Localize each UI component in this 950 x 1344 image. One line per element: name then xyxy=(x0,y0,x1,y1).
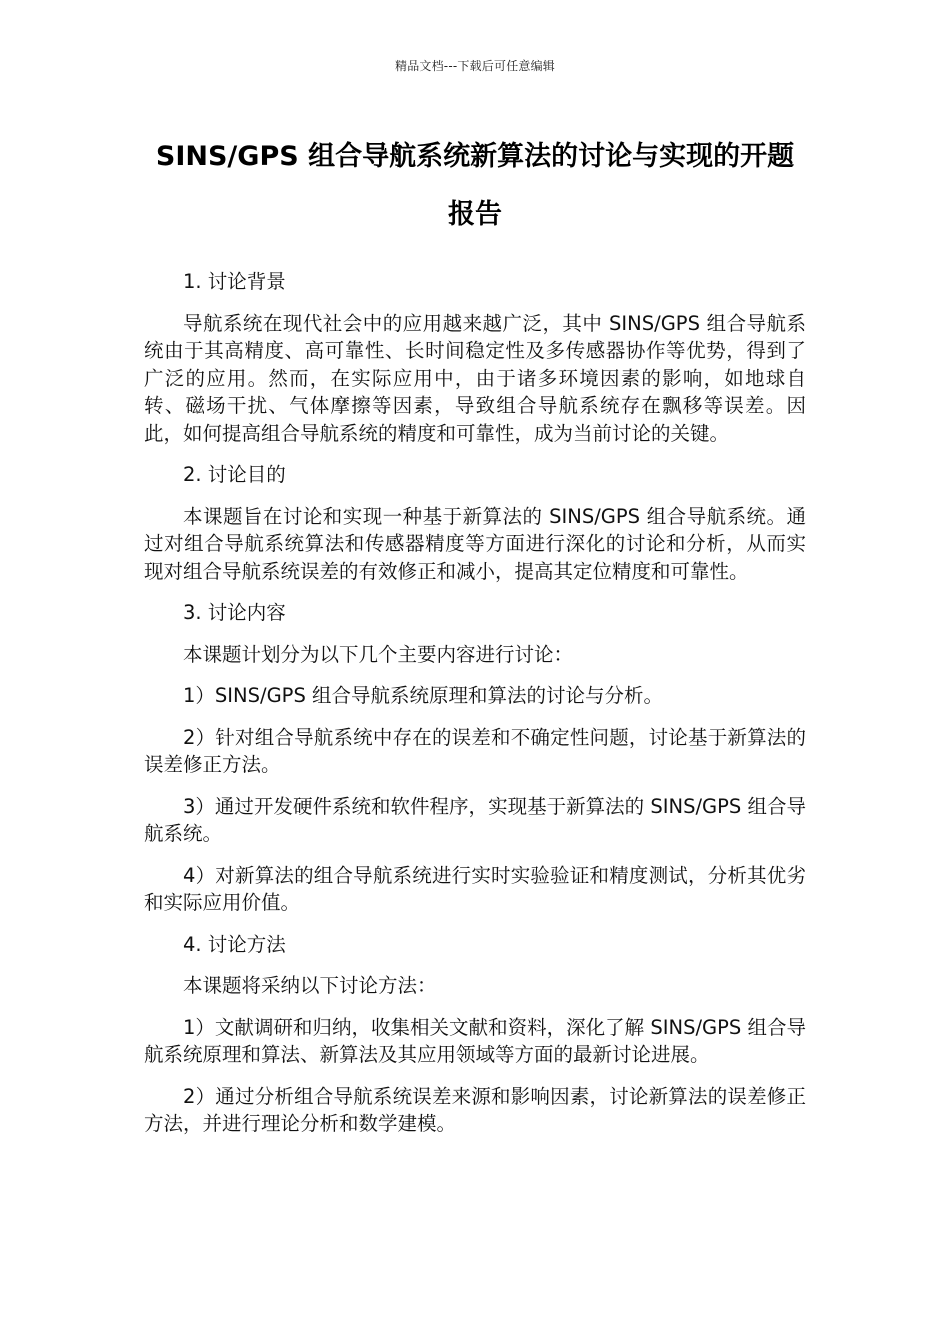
section-heading-purpose: 2. 讨论目的 xyxy=(183,463,286,486)
paragraph-method-intro: 本课题将采纳以下讨论方法： xyxy=(183,974,437,997)
list-item-content-3: 3）通过开发硬件系统和软件程序，实现基于新算法的 SINS/GPS 组合导航系统。 xyxy=(144,794,806,845)
paragraph-content-intro: 本课题计划分为以下几个主要内容进行讨论： xyxy=(183,642,574,666)
list-item-content-2: 2）针对组合导航系统中存在的误差和不确定性问题，讨论基于新算法的误差修正方法。 xyxy=(144,725,806,776)
list-item-content-4: 4）对新算法的组合导航系统进行实时实验验证和精度测试，分析其优劣和实际应用价值。 xyxy=(144,863,806,914)
paragraph-purpose: 本课题旨在讨论和实现一种基于新算法的 SINS/GPS 组合导航系统。通过对组合导航系统算法和传感器精度等方面进行深化的讨论和分析，从而实现对组合导航系统误差的有效修正和减小，提高其定位精度和可靠性。 xyxy=(144,504,806,583)
section-heading-content: 3. 讨论内容 xyxy=(183,601,286,624)
section-heading-method: 4. 讨论方法 xyxy=(183,932,286,956)
list-item-method-2: 2）通过分析组合导航系统误差来源和影响因素，讨论新算法的误差修正方法，并进行理论分析和数学建模。 xyxy=(144,1084,806,1135)
paragraph-background: 导航系统在现代社会中的应用越来越广泛，其中 SINS/GPS 组合导航系统由于其高精度、高可靠性、长时间稳定性及多传感器协作等优势，得到了广泛的应用。然而，在实际应用中，由于诸多环境因素的影响，如地球自转、磁场干扰、气体摩擦等因素，导致组合导航系统存在飘移等误差。因此，如何提高组合导航系统的精度和可靠性，成为当前讨论的关键。 xyxy=(144,311,806,445)
document-body xyxy=(144,268,806,1138)
header-note: 精品文档---下载后可任意编辑 xyxy=(395,59,555,73)
list-item-method-1: 1）文献调研和归纳，收集相关文献和资料，深化了解 SINS/GPS 组合导航系统原理和算法、新算法及其应用领域等方面的最新讨论进展。 xyxy=(144,1015,806,1066)
list-item-content-1: 1）SINS/GPS 组合导航系统原理和算法的讨论与分析。 xyxy=(183,684,664,707)
document-title: SINS/GPS 组合导航系统新算法的讨论与实现的开题报告 xyxy=(155,141,795,230)
section-heading-background: 1. 讨论背景 xyxy=(183,270,286,293)
